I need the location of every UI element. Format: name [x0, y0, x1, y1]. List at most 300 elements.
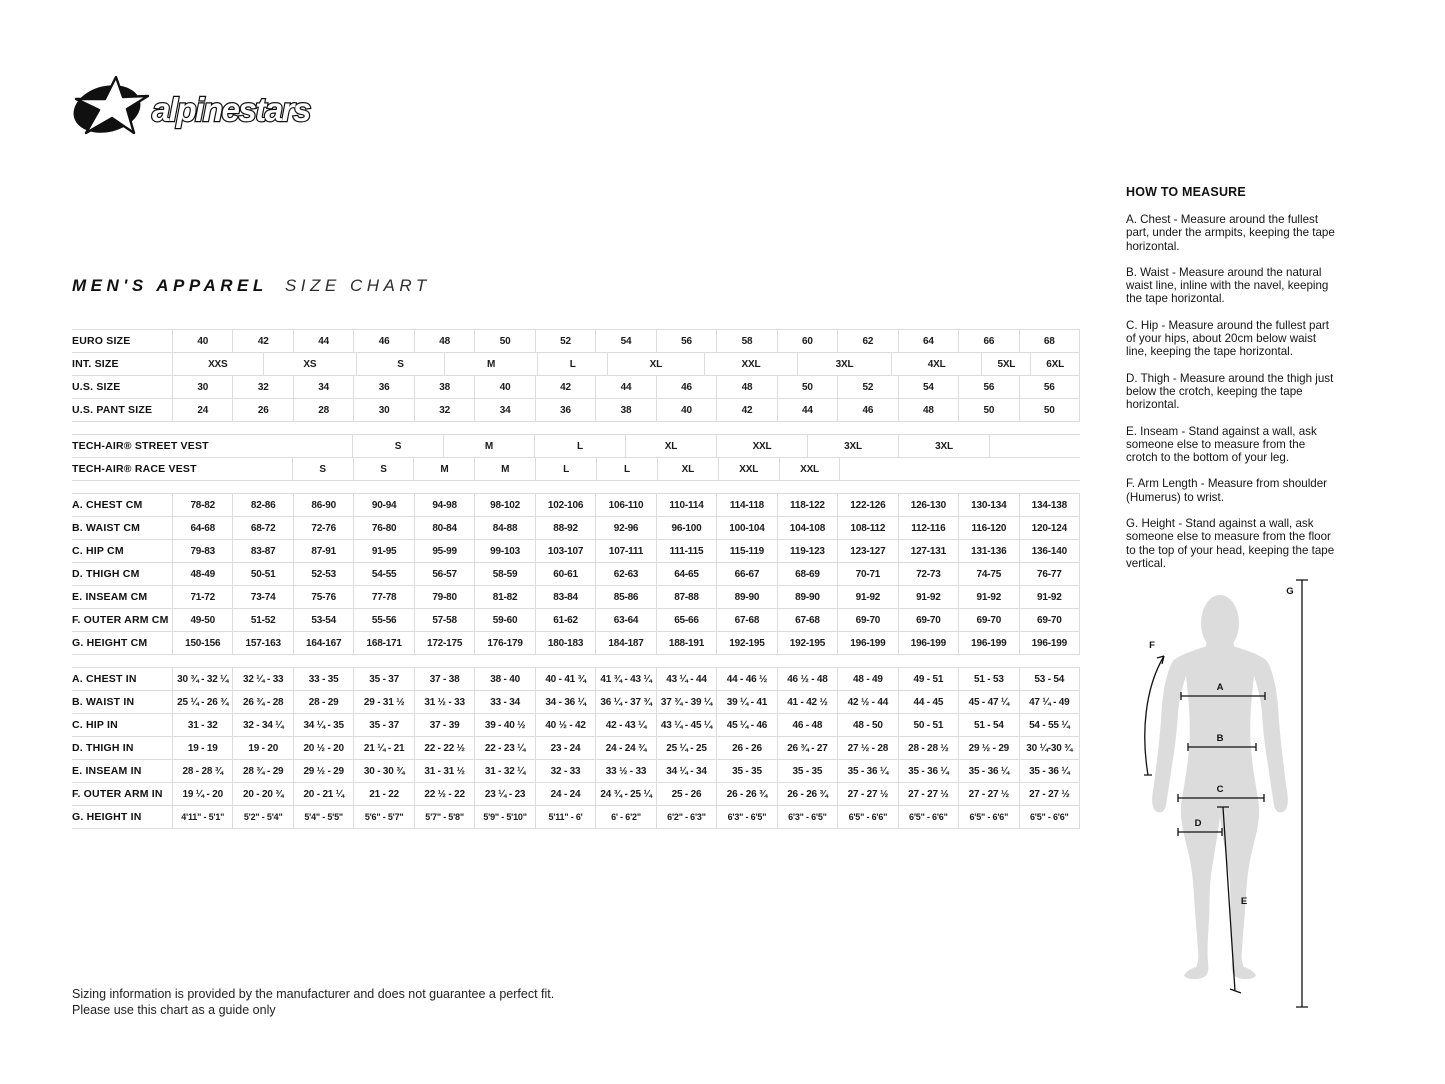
- table-row: [72, 376, 1080, 399]
- table-cell: 27 - 27 ½: [1019, 783, 1080, 805]
- table-cell: 91-92: [958, 586, 1018, 608]
- table-cell: 130-134: [958, 494, 1018, 516]
- table-cell: 35 - 35: [716, 760, 776, 782]
- measure-instruction-inseam: E. Inseam - Stand against a wall, ask someone else to measure from the crotch to the bottom of your leg.: [1126, 424, 1317, 465]
- table-cell: S: [353, 458, 414, 480]
- table-cell: 21 ¼ - 21: [353, 737, 413, 759]
- page-title: [72, 276, 431, 296]
- table-cell: 44 - 46 ½: [716, 668, 776, 690]
- measure-instruction-hip: C. Hip - Measure around the fullest part of your hips, about 20cm below waist line, keeping the tape horizontal.: [1126, 318, 1329, 359]
- table-cell: 112-116: [898, 517, 958, 539]
- table-cell: 122-126: [837, 494, 897, 516]
- table-cell: 31 - 32: [172, 714, 232, 736]
- table-cell: 66: [958, 330, 1018, 352]
- figure-label-waist: B: [1216, 733, 1224, 744]
- footer-note: [72, 986, 554, 1018]
- table-cell: 56-57: [414, 563, 474, 585]
- table-row: [72, 586, 1080, 609]
- table-cell: 33 - 34: [474, 691, 534, 713]
- table-cell: 20 - 20 ¾: [232, 783, 292, 805]
- table-cell: M: [444, 353, 538, 375]
- table-row: [72, 783, 1080, 806]
- table-cell: 35 - 36 ¼: [837, 760, 897, 782]
- table-cell: 43 ¼ - 45 ¼: [656, 714, 716, 736]
- table-cell: S: [292, 458, 353, 480]
- table-cell: 44: [595, 376, 655, 398]
- table-cell: 50: [958, 399, 1018, 421]
- table-cell: 6'5" - 6'6": [958, 806, 1018, 828]
- table-cell: 26 ¾ - 28: [232, 691, 292, 713]
- table-cell: 53-54: [293, 609, 353, 631]
- table-cell: 35 - 36 ¼: [1019, 760, 1080, 782]
- table-cell: 55-56: [353, 609, 413, 631]
- table-cell: 19 ¼ - 20: [172, 783, 232, 805]
- logo-wordmark: alpinestars: [152, 91, 310, 128]
- table-cell: 48: [716, 376, 776, 398]
- table-cell: XXS: [172, 353, 263, 375]
- table-cell: 118-122: [777, 494, 837, 516]
- table-cell: 34: [474, 399, 534, 421]
- table-cell: 95-99: [414, 540, 474, 562]
- table-cell: 99-103: [474, 540, 534, 562]
- table-cell: 94-98: [414, 494, 474, 516]
- table-cell: 34 - 36 ¼: [535, 691, 595, 713]
- table-cell: 54: [898, 376, 958, 398]
- table-cell-empty: [840, 458, 1079, 480]
- table-cell: M: [413, 458, 474, 480]
- table-cell: 35 - 35: [777, 760, 837, 782]
- table-cell: 116-120: [958, 517, 1018, 539]
- row-label: E. INSEAM IN: [72, 764, 142, 777]
- table-row: [72, 737, 1080, 760]
- table-cell: 78-82: [172, 494, 232, 516]
- table-cell: 192-195: [777, 632, 837, 654]
- table-cell: 6XL: [1030, 353, 1080, 375]
- table-cell: 52-53: [293, 563, 353, 585]
- table-cell: 39 - 40 ½: [474, 714, 534, 736]
- table-cell: 46: [837, 399, 897, 421]
- table-cell: 6'5" - 6'6": [898, 806, 958, 828]
- table-cell: 20 ½ - 20: [293, 737, 353, 759]
- table-row: [72, 435, 1080, 458]
- table-cell: 30 ¼-30 ¾: [1019, 737, 1080, 759]
- table-cell: 3XL: [797, 353, 891, 375]
- table-cell: 44 - 45: [898, 691, 958, 713]
- table-cell: 41 ¾ - 43 ¼: [595, 668, 655, 690]
- row-label: F. OUTER ARM CM: [72, 613, 169, 626]
- table-cell: 42: [535, 376, 595, 398]
- table-cell: 43 ¼ - 44: [656, 668, 716, 690]
- how-to-measure-heading: HOW TO MEASURE: [1126, 185, 1246, 199]
- table-cell: 83-84: [535, 586, 595, 608]
- table-cell: 29 - 31 ½: [353, 691, 413, 713]
- table-cell: 23 - 24: [535, 737, 595, 759]
- table-cell: 103-107: [535, 540, 595, 562]
- table-cell: 88-92: [535, 517, 595, 539]
- table-cell: 80-84: [414, 517, 474, 539]
- table-cell: 32 ¼ - 33: [232, 668, 292, 690]
- table-cell: 120-124: [1019, 517, 1080, 539]
- table-cell: 41 - 42 ½: [777, 691, 837, 713]
- table-cell: 35 - 36 ¼: [898, 760, 958, 782]
- table-cell: 62: [837, 330, 897, 352]
- table-cell: 46: [656, 376, 716, 398]
- table-cell: 115-119: [716, 540, 776, 562]
- table-cell: 23 ¼ - 23: [474, 783, 534, 805]
- table-cell: 69-70: [898, 609, 958, 631]
- table-cell: 127-131: [898, 540, 958, 562]
- table-cell: 6'3" - 6'5": [716, 806, 776, 828]
- table-cell: XXL: [704, 353, 798, 375]
- table-row: [72, 760, 1080, 783]
- table-cell: 27 - 27 ½: [837, 783, 897, 805]
- table-cell: 111-115: [656, 540, 716, 562]
- table-cell: 123-127: [837, 540, 897, 562]
- table-cell: 32 - 34 ¼: [232, 714, 292, 736]
- table-cell: 29 ½ - 29: [293, 760, 353, 782]
- table-cell: 44: [777, 399, 837, 421]
- title-sub: SIZE CHART: [284, 276, 431, 295]
- table-cell: 75-76: [293, 586, 353, 608]
- table-cell: 22 ½ - 22: [414, 783, 474, 805]
- table-cell: 37 - 38: [414, 668, 474, 690]
- table-cell: M: [443, 435, 534, 457]
- table-group: [72, 329, 1080, 422]
- table-row: [72, 691, 1080, 714]
- table-cell: 58: [716, 330, 776, 352]
- figure-label-height: G: [1286, 586, 1294, 597]
- table-cell: 5'4" - 5'5": [293, 806, 353, 828]
- table-cell: 31 ½ - 33: [414, 691, 474, 713]
- table-cell: 46 ½ - 48: [777, 668, 837, 690]
- row-label: INT. SIZE: [72, 357, 119, 370]
- table-cell: 184-187: [595, 632, 655, 654]
- table-cell: 26 - 26: [716, 737, 776, 759]
- table-cell: 67-68: [716, 609, 776, 631]
- table-cell: XL: [607, 353, 704, 375]
- table-cell: XXL: [779, 458, 841, 480]
- table-cell: 104-108: [777, 517, 837, 539]
- row-label: C. HIP CM: [72, 544, 124, 557]
- table-cell: 56: [1019, 376, 1080, 398]
- table-cell: 63-64: [595, 609, 655, 631]
- measure-instruction-arm: F. Arm Length - Measure from shoulder (Humerus) to wrist.: [1126, 477, 1328, 504]
- table-cell: 106-110: [595, 494, 655, 516]
- table-cell: 40: [474, 376, 534, 398]
- table-cell: 54: [595, 330, 655, 352]
- table-cell: 53 - 54: [1019, 668, 1080, 690]
- table-cell: XXL: [718, 458, 779, 480]
- table-cell: 31 - 31 ½: [414, 760, 474, 782]
- row-label: U.S. PANT SIZE: [72, 403, 153, 416]
- table-cell: 50-51: [232, 563, 292, 585]
- table-cell: L: [596, 458, 657, 480]
- table-cell: 28 - 28 ½: [898, 737, 958, 759]
- table-cell: 36: [535, 399, 595, 421]
- table-cell: 60: [777, 330, 837, 352]
- table-cell: 33 - 35: [293, 668, 353, 690]
- table-cell: 59-60: [474, 609, 534, 631]
- table-cell: 30: [172, 376, 232, 398]
- table-row: [72, 806, 1080, 829]
- table-cell: 46 - 48: [777, 714, 837, 736]
- table-cell: 67-68: [777, 609, 837, 631]
- table-cell: 68: [1019, 330, 1080, 352]
- table-cell: 46: [353, 330, 413, 352]
- table-cell: 19 - 20: [232, 737, 292, 759]
- table-cell: 24 - 24 ¾: [595, 737, 655, 759]
- row-label: F. OUTER ARM IN: [72, 787, 163, 800]
- table-cell: 30 - 30 ¾: [353, 760, 413, 782]
- table-cell: 131-136: [958, 540, 1018, 562]
- table-cell: 27 ½ - 28: [837, 737, 897, 759]
- row-label: G. HEIGHT CM: [72, 636, 148, 649]
- row-label: E. INSEAM CM: [72, 590, 148, 603]
- table-cell: 30 ¾ - 32 ¼: [172, 668, 232, 690]
- table-cell: 40 ½ - 42: [535, 714, 595, 736]
- table-cell: 4'11" - 5'1": [172, 806, 232, 828]
- table-cell: 98-102: [474, 494, 534, 516]
- table-row: [72, 668, 1080, 691]
- table-cell: 57-58: [414, 609, 474, 631]
- figure-body-silhouette: [1152, 647, 1288, 979]
- table-cell: 29 ½ - 29: [958, 737, 1018, 759]
- table-cell: 56: [656, 330, 716, 352]
- table-cell: 196-199: [837, 632, 897, 654]
- table-cell: 51 - 54: [958, 714, 1018, 736]
- table-cell: 31 - 32 ¼: [474, 760, 534, 782]
- table-cell: 54-55: [353, 563, 413, 585]
- table-cell: S: [352, 435, 443, 457]
- table-cell: 48: [898, 399, 958, 421]
- measure-instruction-chest: A. Chest - Measure around the fullest part, under the armpits, keeping the tape horizontal.: [1126, 213, 1335, 253]
- table-cell: 84-88: [474, 517, 534, 539]
- table-cell: 134-138: [1019, 494, 1080, 516]
- table-cell: 45 - 47 ¼: [958, 691, 1018, 713]
- table-cell: 3XL: [807, 435, 898, 457]
- table-cell: 136-140: [1019, 540, 1080, 562]
- table-cell: 42: [716, 399, 776, 421]
- table-cell: 96-100: [656, 517, 716, 539]
- table-cell: 39 ¼ - 41: [716, 691, 776, 713]
- table-cell: 89-90: [716, 586, 776, 608]
- table-row: [72, 399, 1080, 422]
- table-row: [72, 517, 1080, 540]
- alpinestars-logo: [70, 76, 328, 138]
- figure-label-thigh: D: [1194, 818, 1202, 829]
- row-label: B. WAIST CM: [72, 521, 141, 534]
- table-cell: 65-66: [656, 609, 716, 631]
- table-cell: 42: [232, 330, 292, 352]
- figure-label-hip: C: [1216, 784, 1224, 795]
- table-cell: 34 ¼ - 35: [293, 714, 353, 736]
- table-cell: 40: [656, 399, 716, 421]
- table-cell: 64-68: [172, 517, 232, 539]
- table-cell: 76-80: [353, 517, 413, 539]
- table-row: [72, 353, 1080, 376]
- table-cell: 40: [172, 330, 232, 352]
- figure-label-arm: F: [1149, 640, 1155, 651]
- table-cell: 25 - 26: [656, 783, 716, 805]
- table-cell: 5'11" - 6': [535, 806, 595, 828]
- figure-label-chest: A: [1216, 682, 1224, 693]
- row-label: B. WAIST IN: [72, 695, 135, 708]
- row-label: G. HEIGHT IN: [72, 810, 142, 823]
- table-row: [72, 714, 1080, 737]
- table-cell: 30: [353, 399, 413, 421]
- table-cell: 108-112: [837, 517, 897, 539]
- footer-line-1: Sizing information is provided by the manufacturer and does not guarantee a perfect fit.: [72, 987, 555, 1001]
- table-cell: 5XL: [981, 353, 1030, 375]
- table-cell: 6'2" - 6'3": [656, 806, 716, 828]
- table-cell: XL: [657, 458, 718, 480]
- table-cell: 77-78: [353, 586, 413, 608]
- table-cell: 49-50: [172, 609, 232, 631]
- table-cell: 22 - 23 ¼: [474, 737, 534, 759]
- table-cell: XXL: [716, 435, 807, 457]
- table-cell: 172-175: [414, 632, 474, 654]
- table-cell: 38 - 40: [474, 668, 534, 690]
- table-cell: 51-52: [232, 609, 292, 631]
- table-group: [72, 434, 1080, 481]
- table-cell: 48: [414, 330, 474, 352]
- table-cell: 61-62: [535, 609, 595, 631]
- table-cell: 5'7" - 5'8": [414, 806, 474, 828]
- table-cell: 70-71: [837, 563, 897, 585]
- table-cell: 6'3" - 6'5": [777, 806, 837, 828]
- table-cell: 196-199: [958, 632, 1018, 654]
- table-cell: 37 ¾ - 39 ¼: [656, 691, 716, 713]
- table-cell-empty: [990, 435, 1080, 457]
- figure-label-inseam: E: [1240, 896, 1248, 907]
- table-cell: 28: [293, 399, 353, 421]
- table-cell: 168-171: [353, 632, 413, 654]
- table-cell: 32 - 33: [535, 760, 595, 782]
- table-cell: 72-73: [898, 563, 958, 585]
- table-cell: 35 - 36 ¼: [958, 760, 1018, 782]
- table-cell: 66-67: [716, 563, 776, 585]
- table-cell: 91-95: [353, 540, 413, 562]
- table-cell: 126-130: [898, 494, 958, 516]
- table-cell: 27 - 27 ½: [958, 783, 1018, 805]
- table-cell: 164-167: [293, 632, 353, 654]
- table-cell: 79-80: [414, 586, 474, 608]
- table-cell: 90-94: [353, 494, 413, 516]
- table-cell: 86-90: [293, 494, 353, 516]
- table-cell: 45 ¼ - 46: [716, 714, 776, 736]
- table-cell: 25 ¼ - 26 ¾: [172, 691, 232, 713]
- table-row: [72, 563, 1080, 586]
- row-label: EURO SIZE: [72, 334, 131, 347]
- table-cell: L: [537, 353, 607, 375]
- table-cell: 47 ¼ - 49: [1019, 691, 1080, 713]
- table-cell: 89-90: [777, 586, 837, 608]
- row-label: TECH-AIR® STREET VEST: [72, 439, 209, 452]
- table-cell: 40 - 41 ¾: [535, 668, 595, 690]
- table-cell: 69-70: [837, 609, 897, 631]
- table-cell: 27 - 27 ½: [898, 783, 958, 805]
- table-cell: 21 - 22: [353, 783, 413, 805]
- table-cell: 51 - 53: [958, 668, 1018, 690]
- table-cell: 26 ¾ - 27: [777, 737, 837, 759]
- table-cell: 49 - 51: [898, 668, 958, 690]
- table-cell: 100-104: [716, 517, 776, 539]
- table-cell: 91-92: [1019, 586, 1080, 608]
- table-cell: 32: [232, 376, 292, 398]
- table-cell: 6'5" - 6'6": [837, 806, 897, 828]
- table-cell: 3XL: [898, 435, 990, 457]
- table-cell: 42 - 43 ¼: [595, 714, 655, 736]
- table-cell: 150-156: [172, 632, 232, 654]
- table-cell: 60-61: [535, 563, 595, 585]
- table-cell: 180-183: [535, 632, 595, 654]
- table-cell: 87-91: [293, 540, 353, 562]
- table-cell: 56: [958, 376, 1018, 398]
- table-cell: 24: [172, 399, 232, 421]
- table-cell: 188-191: [656, 632, 716, 654]
- table-cell: 64: [898, 330, 958, 352]
- table-row: [72, 609, 1080, 632]
- how-to-measure-panel: [1126, 185, 1338, 583]
- footer-line-2: Please use this chart as a guide only: [72, 1003, 276, 1017]
- table-cell: 83-87: [232, 540, 292, 562]
- row-label: TECH-AIR® RACE VEST: [72, 462, 197, 475]
- table-cell: 58-59: [474, 563, 534, 585]
- table-cell: 38: [414, 376, 474, 398]
- table-cell: 176-179: [474, 632, 534, 654]
- table-cell: 37 - 39: [414, 714, 474, 736]
- row-label: A. CHEST IN: [72, 672, 137, 685]
- table-cell: 6' - 6'2": [595, 806, 655, 828]
- title-main: MEN'S APPAREL: [72, 276, 268, 295]
- table-cell: 196-199: [1019, 632, 1080, 654]
- table-cell: XS: [263, 353, 357, 375]
- table-cell: 5'9" - 5'10": [474, 806, 534, 828]
- table-cell: 79-83: [172, 540, 232, 562]
- table-cell: 87-88: [656, 586, 716, 608]
- table-cell: 34 ¼ - 34: [656, 760, 716, 782]
- table-cell: 48 - 49: [837, 668, 897, 690]
- table-cell: L: [534, 435, 625, 457]
- table-cell: 102-106: [535, 494, 595, 516]
- table-cell: 50 - 51: [898, 714, 958, 736]
- row-label: D. THIGH CM: [72, 567, 140, 580]
- table-cell: 110-114: [656, 494, 716, 516]
- table-cell: 76-77: [1019, 563, 1080, 585]
- table-cell: 64-65: [656, 563, 716, 585]
- table-cell: 50: [777, 376, 837, 398]
- table-cell: 62-63: [595, 563, 655, 585]
- table-cell: 91-92: [898, 586, 958, 608]
- table-cell: 48 - 50: [837, 714, 897, 736]
- table-row: [72, 494, 1080, 517]
- table-cell: 92-96: [595, 517, 655, 539]
- table-cell: 85-86: [595, 586, 655, 608]
- table-row: [72, 330, 1080, 353]
- table-cell: 26 - 26 ¾: [716, 783, 776, 805]
- table-cell: 25 ¼ - 25: [656, 737, 716, 759]
- table-cell: 42 ½ - 44: [837, 691, 897, 713]
- table-cell: 4XL: [891, 353, 982, 375]
- table-cell: L: [535, 458, 596, 480]
- table-cell: 192-195: [716, 632, 776, 654]
- body-measurement-figure: [1138, 563, 1338, 1033]
- row-label: D. THIGH IN: [72, 741, 134, 754]
- height-measure-line: [1296, 580, 1308, 1007]
- table-cell: 69-70: [1019, 609, 1080, 631]
- table-cell: 119-123: [777, 540, 837, 562]
- table-cell: 107-111: [595, 540, 655, 562]
